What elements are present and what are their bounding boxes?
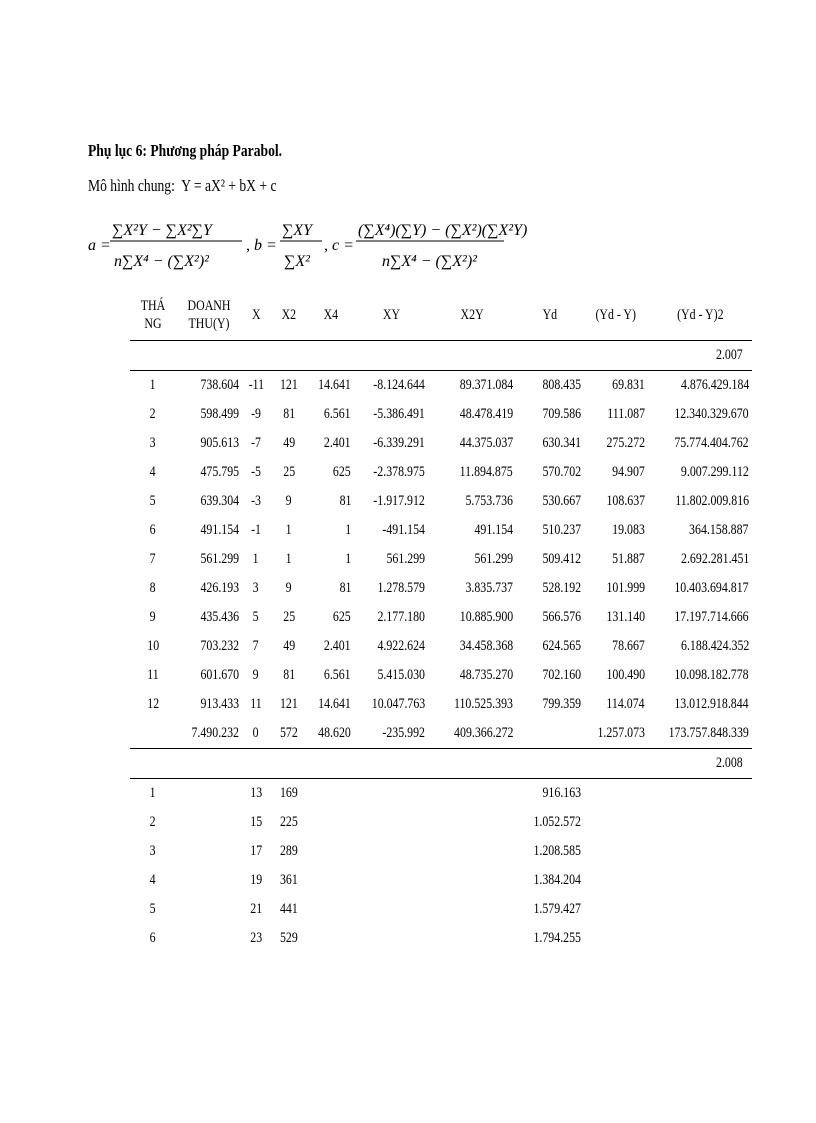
table-cell [584, 808, 648, 837]
table-cell: 6.188.424.352 [680, 638, 749, 654]
table-cell: 19 [250, 872, 262, 888]
total-row [130, 719, 752, 749]
table-cell: 23 [250, 930, 262, 946]
table-cell: 1.794.255 [533, 930, 581, 946]
table-cell: 3 [253, 580, 259, 596]
column-header: X4 [308, 290, 354, 341]
formula-b-numerator: ∑XY [282, 222, 313, 239]
table-cell [308, 837, 354, 866]
table-cell: 1 [345, 522, 351, 538]
table-cell: 131.140 [606, 609, 645, 625]
table-cell: 409.366.272 [428, 719, 516, 749]
table-cell: 2 [150, 406, 156, 422]
table-cell: 11.894.875 [459, 464, 513, 480]
table-cell: 114.074 [606, 696, 645, 712]
column-header: Yd [516, 290, 584, 341]
table-cell: 1.384.204 [533, 872, 581, 888]
table-cell [354, 924, 428, 953]
table-cell: 491.154 [474, 522, 513, 538]
table-row [130, 603, 752, 632]
table-cell: 81 [283, 667, 295, 683]
formula-c-numerator: (∑X⁴)(∑Y) − (∑X²)(∑X²Y) [358, 222, 528, 239]
table-cell: 1 [286, 522, 292, 538]
header-row [130, 290, 752, 341]
column-header: XY [354, 290, 428, 341]
table-cell: 4.876.429.184 [680, 377, 749, 393]
table-cell: 49 [283, 638, 295, 654]
table-cell: 639.304 [200, 493, 239, 509]
table-row [130, 487, 752, 516]
table-row [130, 690, 752, 719]
table-cell: 6.561 [324, 667, 351, 683]
table-cell: 11 [250, 696, 262, 712]
table-cell: 1 [150, 785, 156, 801]
table-cell [584, 866, 648, 895]
table-cell: 69.831 [612, 377, 645, 393]
table-cell: -6.339.291 [373, 435, 425, 451]
table-cell: 561.299 [474, 551, 513, 567]
table-cell: 916.163 [542, 785, 581, 801]
formula-a: a = [88, 237, 111, 254]
table-cell [516, 719, 584, 749]
table-cell: 17 [250, 843, 262, 859]
table-row [130, 808, 752, 837]
table-cell: 1 [345, 551, 351, 567]
table-cell: 17.197.714.666 [674, 609, 749, 625]
table-cell: 15 [250, 814, 262, 830]
table-cell: 6.561 [324, 406, 351, 422]
formula-a-numerator: ∑X²Y − ∑X²∑Y [112, 222, 212, 239]
table-cell [308, 779, 354, 809]
table-cell: -5.386.491 [373, 406, 425, 422]
table-cell: 12 [147, 696, 159, 712]
table-cell [428, 808, 516, 837]
table-cell: 89.371.084 [459, 377, 513, 393]
page-title-text: Phụ lục 6: Phương pháp Parabol. [88, 141, 283, 160]
table-cell: 1.579.427 [533, 901, 581, 917]
table-row [130, 866, 752, 895]
table-cell: 10 [147, 638, 159, 654]
formula-a-denominator: n∑X⁴ − (∑X²)² [114, 253, 209, 270]
table-body [130, 341, 752, 954]
table-cell [176, 895, 242, 924]
table-cell: 9 [150, 609, 156, 625]
table-cell: -491.154 [382, 522, 425, 538]
table-cell: 475.795 [200, 464, 239, 480]
table-cell: 624.565 [542, 638, 581, 654]
table-cell: 598.499 [200, 406, 239, 422]
table-cell: 25 [283, 464, 295, 480]
table-cell: 426.193 [200, 580, 239, 596]
table-cell: 19.083 [612, 522, 645, 538]
column-header: X2 [270, 290, 308, 341]
table-cell: 7 [150, 551, 156, 567]
table-cell: 510.237 [542, 522, 581, 538]
table-cell: 48.478.419 [459, 406, 513, 422]
table-cell [648, 924, 752, 953]
table-cell [308, 895, 354, 924]
table-row [130, 632, 752, 661]
table-cell: 169 [280, 785, 298, 801]
column-header: X [242, 290, 270, 341]
table-cell: 10.098.182.778 [674, 667, 749, 683]
table-cell [584, 895, 648, 924]
table-row [130, 400, 752, 429]
table-cell: 75.774.404.762 [674, 435, 749, 451]
table-cell [354, 866, 428, 895]
column-header: (Yd - Y) [584, 290, 648, 341]
table-cell: 10.047.763 [371, 696, 425, 712]
table-cell: 2.177.180 [377, 609, 425, 625]
table-cell: -7 [251, 435, 261, 451]
table-cell: -3 [251, 493, 261, 509]
year-label: 2.008 [130, 749, 752, 779]
table-cell: 509.412 [542, 551, 581, 567]
table-cell: 1.257.073 [584, 719, 648, 749]
column-header: X2Y [428, 290, 516, 341]
table-cell: 173.757.848.339 [648, 719, 752, 749]
table-cell: 13.012.918.844 [674, 696, 749, 712]
model-line [88, 176, 324, 196]
table-cell [648, 837, 752, 866]
table-cell [176, 779, 242, 809]
table-row [130, 895, 752, 924]
table-cell: 1 [286, 551, 292, 567]
table-cell: 2.401 [324, 435, 351, 451]
table-cell: 94.907 [612, 464, 645, 480]
table-cell: 289 [280, 843, 298, 859]
table-cell: 5 [150, 493, 156, 509]
table-cell: 529 [280, 930, 298, 946]
year-row [130, 341, 752, 371]
table-row [130, 429, 752, 458]
table-cell [308, 808, 354, 837]
table-cell: 25 [283, 609, 295, 625]
table-cell: 561.299 [386, 551, 425, 567]
table-cell [428, 924, 516, 953]
column-header: DOANH THU(Y) [176, 290, 242, 341]
table-cell [428, 895, 516, 924]
table-cell [584, 779, 648, 809]
table-row [130, 458, 752, 487]
table-cell: 561.299 [200, 551, 239, 567]
table-cell: 4 [150, 464, 156, 480]
table-cell: 2.401 [324, 638, 351, 654]
table-cell: 5.753.736 [465, 493, 513, 509]
table-cell: 275.272 [606, 435, 645, 451]
table-cell: 4.922.624 [377, 638, 425, 654]
table-cell: 11.802.009.816 [674, 493, 749, 509]
table-cell: 702.160 [542, 667, 581, 683]
table-cell: 1.278.579 [377, 580, 425, 596]
parabola-table [130, 290, 752, 953]
table-cell: 528.192 [542, 580, 581, 596]
table-cell [648, 779, 752, 809]
table-cell: 7.490.232 [176, 719, 242, 749]
coefficient-formulas [86, 208, 528, 280]
table-cell [648, 895, 752, 924]
table-cell: 601.670 [200, 667, 239, 683]
model-formula: Y = aX² + bX + c [181, 176, 277, 195]
table-cell: 566.576 [542, 609, 581, 625]
column-header: (Yd - Y)2 [648, 290, 752, 341]
table-cell [648, 866, 752, 895]
table-cell: 9.007.299.112 [680, 464, 749, 480]
table-cell: 81 [339, 580, 351, 596]
table-cell: 48.735.270 [459, 667, 513, 683]
table-cell: 5 [150, 901, 156, 917]
table-cell: 9 [286, 493, 292, 509]
table-cell: 625 [333, 609, 351, 625]
table-cell: 1 [150, 377, 156, 393]
table-cell: 21 [250, 901, 262, 917]
table-cell: 101.999 [606, 580, 645, 596]
table-cell: 11 [147, 667, 159, 683]
table-cell: 49 [283, 435, 295, 451]
table-row [130, 545, 752, 574]
table-cell [176, 837, 242, 866]
table-cell: 435.436 [200, 609, 239, 625]
table-cell: 1.052.572 [533, 814, 581, 830]
table-cell: 81 [283, 406, 295, 422]
table-cell: 9 [286, 580, 292, 596]
year-label: 2.007 [130, 341, 752, 371]
table-cell: 625 [333, 464, 351, 480]
table-cell [308, 924, 354, 953]
table-cell: 361 [280, 872, 298, 888]
table-cell: 51.887 [612, 551, 645, 567]
table-cell: 630.341 [542, 435, 581, 451]
table-row [130, 837, 752, 866]
table-cell [428, 779, 516, 809]
page-title [88, 141, 331, 161]
table-cell: 225 [280, 814, 298, 830]
table-row [130, 574, 752, 603]
formula-b-denominator: ∑X² [284, 253, 310, 270]
table-cell: 5.415.030 [377, 667, 425, 683]
table-cell: -11 [248, 377, 264, 393]
table-cell: 2 [150, 814, 156, 830]
table-row [130, 371, 752, 401]
table-cell: 14.641 [318, 696, 351, 712]
table-cell: 13 [250, 785, 262, 801]
table-cell [428, 837, 516, 866]
table-cell: 121 [280, 696, 298, 712]
table-row [130, 924, 752, 953]
table-cell [354, 779, 428, 809]
table-cell: 100.490 [606, 667, 645, 683]
table-cell: 34.458.368 [459, 638, 513, 654]
table-cell: 0 [242, 719, 270, 749]
table-cell: 111.087 [607, 406, 645, 422]
table-cell: 4 [150, 872, 156, 888]
table-cell: 6 [150, 930, 156, 946]
table-cell [584, 924, 648, 953]
table-cell: 364.158.887 [689, 522, 749, 538]
table-cell: 738.604 [200, 377, 239, 393]
table-cell: 110.525.393 [453, 696, 513, 712]
table-cell: 5 [253, 609, 259, 625]
model-label: Mô hình chung: [88, 176, 175, 195]
table-cell: 3 [150, 435, 156, 451]
table-cell: 491.154 [200, 522, 239, 538]
year-row [130, 749, 752, 779]
table-cell [428, 866, 516, 895]
table-cell: 1.208.585 [533, 843, 581, 859]
table-cell [130, 719, 176, 749]
table-cell: 7 [253, 638, 259, 654]
table-cell [308, 866, 354, 895]
table-cell: 9 [253, 667, 259, 683]
table-cell: 108.637 [606, 493, 645, 509]
table-cell: 121 [280, 377, 298, 393]
table-cell: -2.378.975 [373, 464, 425, 480]
table-cell: 441 [280, 901, 298, 917]
table-cell: 14.641 [318, 377, 351, 393]
table-cell [354, 837, 428, 866]
table-cell: 6 [150, 522, 156, 538]
formula-c: , c = [324, 237, 354, 254]
table-cell [648, 808, 752, 837]
table-cell: 905.613 [200, 435, 239, 451]
table-cell: 48.620 [308, 719, 354, 749]
table-cell: 3.835.737 [465, 580, 513, 596]
table-cell: 2.692.281.451 [680, 551, 749, 567]
table-cell: -1.917.912 [373, 493, 425, 509]
table-cell: -5 [251, 464, 261, 480]
table-cell: -1 [251, 522, 261, 538]
table-cell [176, 924, 242, 953]
table-cell: 572 [270, 719, 308, 749]
table-cell: 12.340.329.670 [674, 406, 749, 422]
formula-graphic [86, 208, 528, 280]
formula-c-denominator: n∑X⁴ − (∑X²)² [382, 253, 477, 270]
formula-b: , b = [246, 237, 277, 254]
table-cell: 81 [339, 493, 351, 509]
table-cell: 530.667 [542, 493, 581, 509]
table-row [130, 661, 752, 690]
table-cell [176, 808, 242, 837]
table-cell [584, 837, 648, 866]
table-cell [354, 808, 428, 837]
table-row [130, 779, 752, 809]
column-header: THÁ NG [130, 290, 176, 341]
table-cell: 799.359 [542, 696, 581, 712]
table-cell: 10.403.694.817 [674, 580, 749, 596]
table-cell: 913.433 [200, 696, 239, 712]
table-row [130, 516, 752, 545]
table-cell: 8 [150, 580, 156, 596]
table-cell: 570.702 [542, 464, 581, 480]
table-cell: 703.232 [200, 638, 239, 654]
table-cell: 10.885.900 [459, 609, 513, 625]
table-cell: -9 [251, 406, 261, 422]
table-cell: 44.375.037 [459, 435, 513, 451]
table-cell: 3 [150, 843, 156, 859]
table-cell: 709.586 [542, 406, 581, 422]
table-cell: 1 [253, 551, 259, 567]
table-cell: -235.992 [354, 719, 428, 749]
table-cell: -8.124.644 [373, 377, 425, 393]
table-cell: 808.435 [542, 377, 581, 393]
table-cell [176, 866, 242, 895]
table-cell [354, 895, 428, 924]
table-cell: 78.667 [612, 638, 645, 654]
